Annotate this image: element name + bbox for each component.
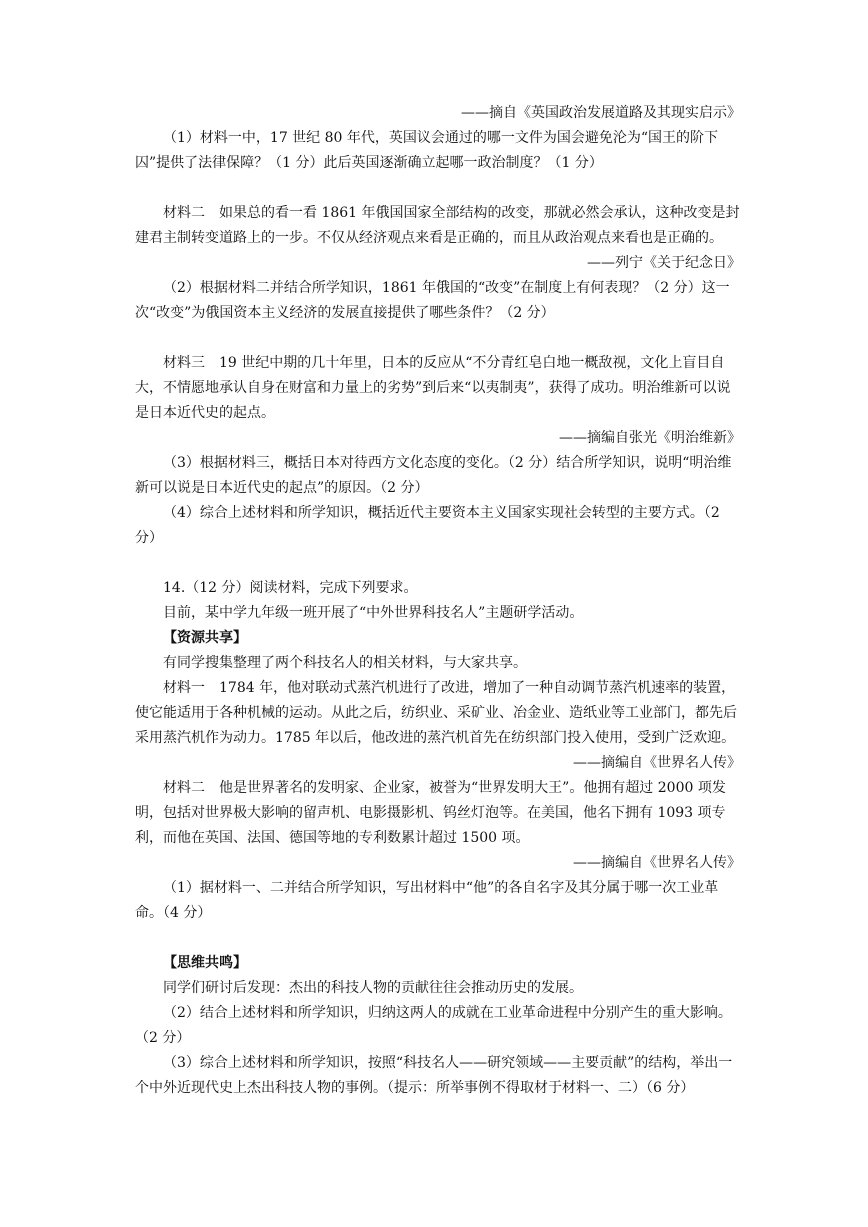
paragraph: （4）综合上述材料和所学知识，概括近代主要资本主义国家实现社会转型的主要方式。（2 分）	[135, 505, 720, 546]
paragraph: 材料一 1784 年，他对联动式蒸汽机进行了改进，增加了一种自动调节蒸汽机速率的装置，使它能适用于各种机械的运动。从此之后，纺织业、采矿业、冶金业、造纸业等工业部门，都先后采用蒸汽机作为动力。1785 年以后，他改进的蒸汽机首先在纺织部门投入使用，受到广泛欢迎。	[135, 680, 737, 746]
paragraph-spacer	[135, 326, 741, 351]
source-citation: ——摘编自《世界名人传》	[573, 755, 741, 771]
paragraph: （3）根据材料三，概括日本对待西方文化态度的变化。（2 分）结合所学知识，说明“明治维新可以说是日本近代史的起点”的原因。（2 分）	[135, 455, 732, 496]
paragraph-spacer	[135, 176, 741, 201]
paragraph: 有同学搜集整理了两个科技名人的相关材料，与大家共享。	[163, 655, 527, 671]
paragraph: （2）结合上述材料和所学知识，归纳这两人的成就在工业革命进程中分别产生的重大影响。（2 分）	[135, 1005, 732, 1046]
source-citation: ——摘编自《世界名人传》	[573, 855, 741, 871]
paragraph: （2）根据材料二并结合所学知识，1861 年俄国的“改变”在制度上有何表现？（2 分）这一次“改变”为俄国资本主义经济的发展直接提供了哪些条件？（2 分）	[135, 280, 730, 321]
paragraph: （1）据材料一、二并结合所学知识，写出材料中“他”的各自名字及其分属于哪一次工业革命。（4 分）	[135, 880, 719, 921]
document-page	[135, 101, 741, 1101]
paragraph: （3）综合上述材料和所学知识，按照“科技名人——研究领域——主要贡献”的结构，举出一个中外近现代史上杰出科技人物的事例。（提示：所举事例不得取材于材料一、二）（6 分）	[135, 1055, 733, 1096]
paragraph-spacer	[135, 551, 741, 576]
paragraph: （1）材料一中，17 世纪 80 年代，英国议会通过的哪一文件为国会避免沦为“国王的阶下囚”提供了法律保障？（1 分）此后英国逐渐确立起哪一政治制度？（1 分）	[135, 130, 719, 171]
paragraph: 14.（12 分）阅读材料，完成下列要求。	[163, 580, 418, 596]
paragraph: 目前，某中学九年级一班开展了“中外世界科技名人”主题研学活动。	[163, 605, 584, 621]
source-citation: ——列宁《关于纪念日》	[587, 255, 741, 271]
source-citation: ——摘编自张光《明治维新》	[559, 430, 741, 446]
source-citation: ——摘自《英国政治发展道路及其现实启示》	[461, 105, 741, 121]
paragraph: 材料二 他是世界著名的发明家、企业家，被誉为“世界发明大王”。他拥有超过 2000 项发明，包括对世界极大影响的留声机、电影摄影机、钨丝灯泡等。在美国，他名下拥有 1093 项专利，而他在英国、法国、德国等地的专利数累计超过 1500 项。	[135, 780, 726, 846]
paragraph-spacer	[135, 926, 741, 951]
section-heading: 【思维共鸣】	[163, 955, 247, 971]
paragraph: 材料三 19 世纪中期的几十年里，日本的反应从“不分青红皂白地一概敌视，文化上盲目自大，不情愿地承认自身在财富和力量上的劣势”到后来“以夷制夷”，获得了成功。明治维新可以说是日本近代史的起点。	[135, 355, 731, 421]
paragraph: 同学们研讨后发现：杰出的科技人物的贡献往往会推动历史的发展。	[163, 980, 583, 996]
paragraph: 材料二 如果总的看一看 1861 年俄国国家全部结构的改变，那就必然会承认，这种改变是封建君主制转变道路上的一步。不仅从经济观点来看是正确的，而且从政治观点来看也是正确的。	[135, 205, 740, 246]
section-heading: 【资源共享】	[163, 630, 247, 646]
